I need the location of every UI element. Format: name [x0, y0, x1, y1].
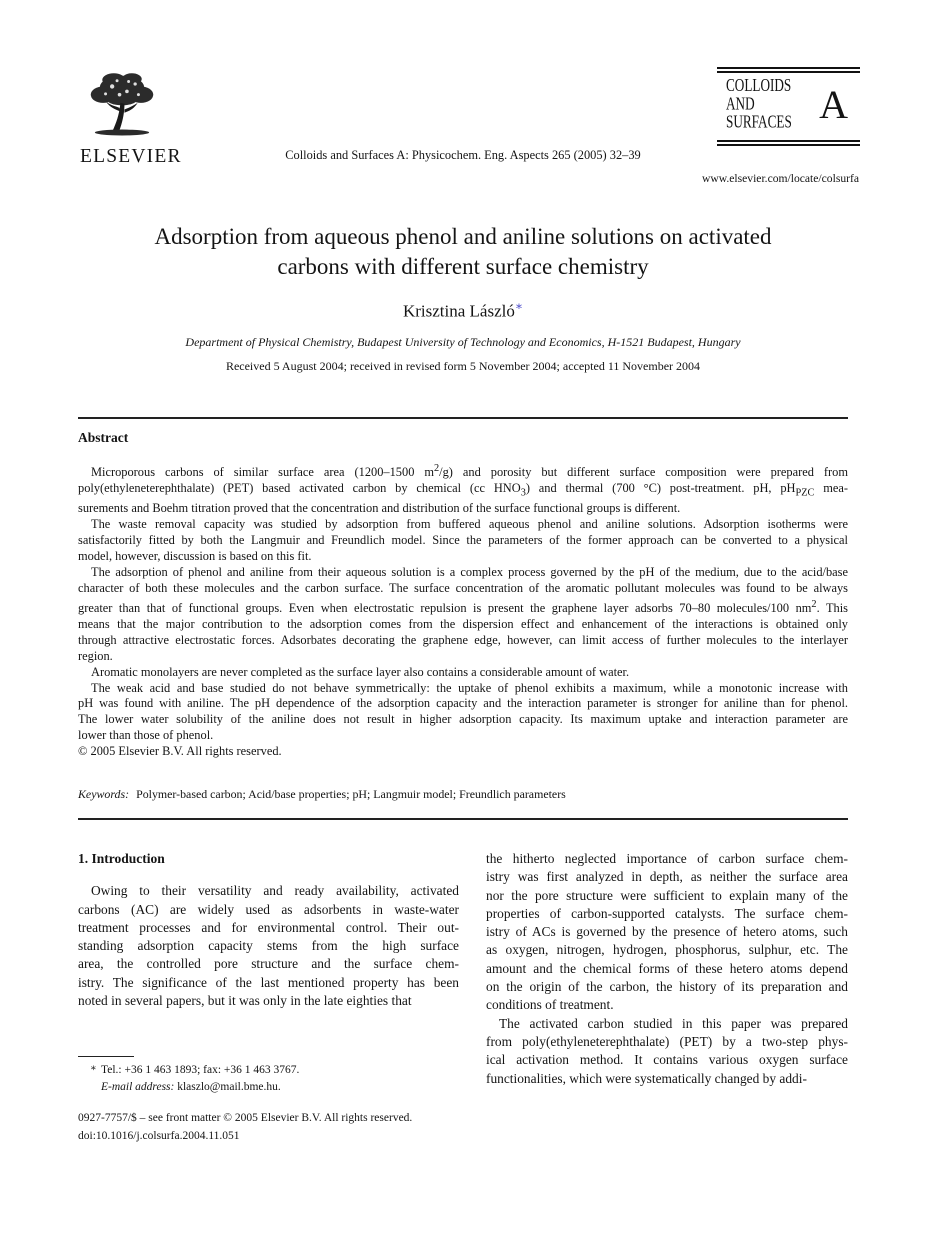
text-line: ical activation method. It contains various oxygen surface: [486, 1052, 848, 1068]
paragraph: [78, 565, 848, 665]
paragraph: [486, 850, 848, 1015]
journal-citation: Colloids and Surfaces A: Physicochem. Eng. Aspects 265 (2005) 32–39: [285, 148, 641, 162]
text-line: as oxygen, nitrogen, hydrogen, phosphorus, sulphur, etc. The: [486, 942, 848, 958]
text-line: standing adsorption capacity stems from the high surface: [78, 938, 459, 954]
footnote-tel-line: [78, 1062, 458, 1079]
journal-masthead: [717, 67, 860, 146]
right-column-text: [486, 850, 848, 1088]
text-line: Aromatic monolayers are never completed as the surface layer also contains a considerable amount of water.: [91, 664, 630, 679]
text-line: Owing to their versatility and ready availability, activated: [91, 883, 459, 899]
author-name: Krisztina László: [402, 301, 515, 321]
front-matter: [78, 1110, 498, 1145]
divider-rule: [78, 417, 848, 419]
journal-title-line: AND: [726, 95, 755, 114]
paragraph: [78, 744, 848, 760]
text-line: istry of ACs is governed by the presence of hetero atoms, such: [486, 924, 848, 940]
text-line: Microporous carbons of similar surface area (1200–1500 $m^2/g$) and porosity but different surface composition were prepared from: [91, 463, 848, 480]
text-line: model, however, discussion is based on this fit.: [78, 549, 312, 564]
text-line: nor the pore structure were sufficient to explain many of the: [486, 887, 848, 903]
text-line: pH was found with aniline. The pH dependence of the adsorption capacity and the interaction parameter is stronger for aniline than for phenol.: [78, 696, 848, 711]
text-line: istry. The significance of the last mentioned property has been: [78, 974, 459, 990]
journal-title: [726, 78, 792, 133]
text-line: functionalities, which were systematically changed by addi-: [486, 1070, 807, 1086]
title-line: carbons with different surface chemistry: [277, 254, 649, 279]
doi-line: doi:10.1016/j.colsurfa.2004.11.051: [78, 1129, 240, 1142]
text-line: properties of carbon-supported catalysts. The surface chem-: [486, 905, 848, 921]
divider-rule: [78, 818, 848, 820]
footnote-marker: ∗: [90, 1063, 97, 1075]
series-letter: A: [819, 82, 848, 128]
email-address-link[interactable]: klaszlo@mail.bme.hu.: [177, 1080, 281, 1093]
text-line: conditions of treatment.: [486, 997, 614, 1013]
text-line: lower than those of phenol.: [78, 728, 214, 743]
page-title: [78, 222, 848, 282]
masthead-rule: [717, 144, 860, 146]
text-line: The waste removal capacity was studied by adsorption from buffered aqueous phenol and aniline solutions. Adsorption isotherms were: [91, 517, 848, 532]
masthead-rule: [717, 140, 860, 143]
keywords-list: Polymer-based carbon; Acid/base properties; pH; Langmuir model; Freundlich parameters: [136, 787, 566, 801]
paragraph: [78, 461, 848, 517]
keywords-line: [78, 787, 848, 802]
abstract-text: [78, 461, 848, 760]
paragraph: [486, 1015, 848, 1088]
text-line: from poly(ethyleneterephthalate) (PET) by a two-step phys-: [486, 1033, 848, 1049]
text-line: means that the major contribution to the adsorption comes from the dispersion effect and enhancement of the interactions is obtained only: [78, 616, 848, 631]
footnote-rule: [78, 1056, 134, 1057]
author-line: [78, 299, 848, 322]
author-footnote-mark[interactable]: ∗: [514, 299, 524, 313]
text-line: area, the controlled pore structure and the surface chem-: [78, 956, 459, 972]
text-line: the hitherto neglected importance of carbon surface chem-: [486, 851, 848, 866]
text-line: surements and Boehm titration proved that the concentration and distribution of the surface functional groups is different.: [78, 501, 681, 516]
text-line: character of both these molecules and the carbon surface. The surface concentration of the aromatic pollutant molecules was found to be always: [78, 580, 848, 595]
author-footnote: [78, 1056, 458, 1095]
journal-title-line: COLLOIDS: [726, 76, 792, 96]
elsevier-tree-icon: [80, 70, 164, 144]
right-column: [486, 850, 848, 1088]
section-heading-introduction: 1. Introduction: [78, 851, 165, 866]
issn-line: 0927-7757/$ – see front matter © 2005 Elsevier B.V. All rights reserved.: [78, 1112, 413, 1124]
title-line: Adsorption from aqueous phenol and aniline solutions on activated: [154, 224, 772, 249]
text-line: The lower water solubility of the aniline does not result in higher adsorption capacity. Its maximum uptake and interaction parameter are: [78, 712, 848, 727]
received-dates: Received 5 August 2004; received in revised form 5 November 2004; accepted 11 November 2004: [225, 359, 701, 373]
paragraph: [78, 665, 848, 681]
footnote-tel: Tel.: +36 1 463 1893; fax: +36 1 463 3767.: [101, 1064, 300, 1077]
text-line: region.: [78, 648, 113, 663]
left-column-text: [78, 882, 459, 1010]
keywords-label: Keywords:: [78, 787, 130, 801]
text-line: through attractive electrostatic forces. Adsorbates decorating the graphene edge, however, can limit access of further molecules to the interlayer: [78, 632, 848, 647]
paragraph: [78, 681, 848, 745]
elsevier-wordmark: ELSEVIER: [80, 146, 182, 167]
abstract-heading: Abstract: [78, 430, 129, 445]
text-line: treatment processes and for environmental control. Their out-: [78, 919, 459, 935]
text-line: amount and the chemical forms of these hetero atoms depend: [486, 960, 848, 976]
text-line: greater than that of functional groups. Even when electrostatic repulsion is present the graphene layer adsorbs 70–80 molecules/100 $nm^2$. This: [78, 598, 848, 615]
text-line: The weak acid and base studied do not behave symmetrically: the uptake of phenol exhibits a maximum, while a monotonic increase with: [91, 680, 848, 695]
paragraph: [78, 517, 848, 565]
masthead-rule: [717, 67, 860, 69]
text-line: poly(ethyleneterephthalate) (PET) based activated carbon by chemical (cc $HNO_3$) and thermal (700 °C) post-treatment. pH, $pH_{PZC}$ mea-: [78, 481, 848, 499]
text-line: The activated carbon studied in this paper was prepared: [499, 1015, 848, 1031]
left-column: [78, 850, 459, 1010]
journal-url-link[interactable]: www.elsevier.com/locate/colsurfa: [702, 172, 859, 185]
paragraph: [78, 882, 459, 1010]
email-label: E-mail address:: [101, 1080, 175, 1093]
text-line: istry was first analyzed in depth, as neither the surface area: [486, 869, 848, 885]
text-line: The adsorption of phenol and aniline from their aqueous solution is a complex process governed by the pH of the medium, due to the acid/base: [91, 565, 848, 580]
text-line: on the origin of the carbon, the history of its preparation and: [486, 979, 848, 995]
text-line: © 2005 Elsevier B.V. All rights reserved.: [78, 744, 282, 759]
footnote-email-line: [78, 1079, 458, 1096]
text-line: carbons (AC) are widely used as adsorbents in waste-water: [78, 901, 459, 917]
affiliation: Department of Physical Chemistry, Budapest University of Technology and Economics, H-1521 Budapest, Hungary: [185, 335, 741, 349]
journal-title-line: SURFACES: [726, 113, 792, 133]
text-line: satisfactorily fitted by both the Langmuir and Freundlich model. Since the parameters of the former approach can be converted to a physical: [78, 533, 848, 548]
text-line: noted in several papers, but it was only in the late eighties that: [78, 993, 412, 1009]
